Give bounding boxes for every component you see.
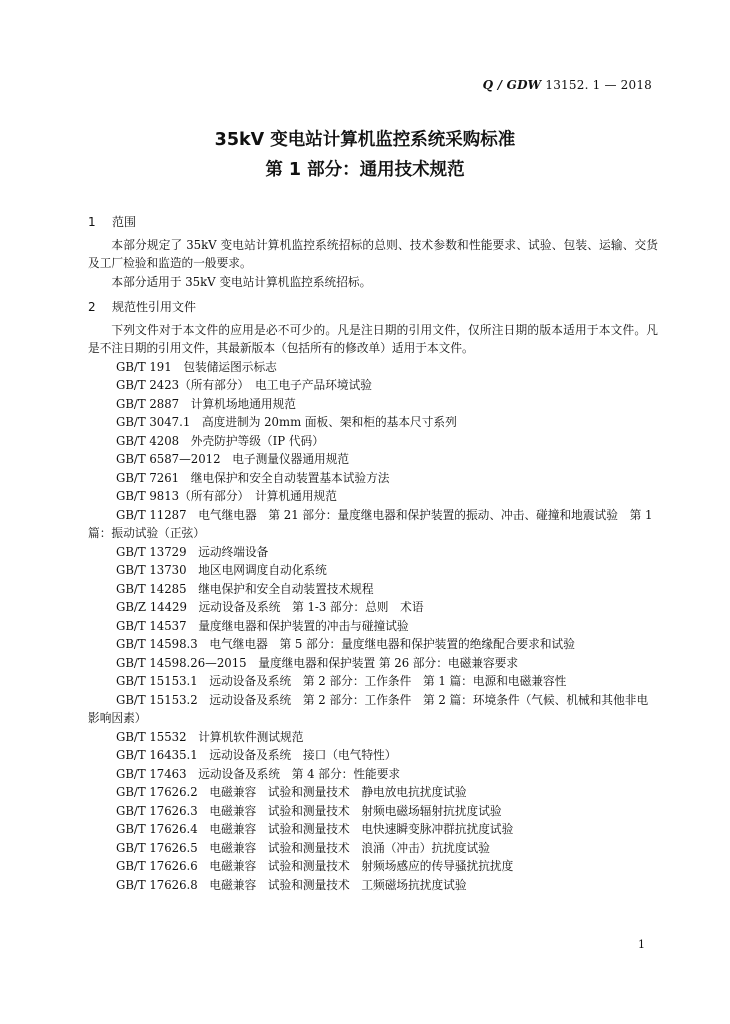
reference-item: GB/T 17626.2 电磁兼容 试验和测量技术 静电放电抗扰度试验 bbox=[116, 785, 467, 799]
standard-code-header bbox=[483, 78, 652, 92]
reference-item: GB/T 17626.8 电磁兼容 试验和测量技术 工频磁场抗扰度试验 bbox=[116, 877, 467, 892]
section-number: 2 bbox=[88, 300, 96, 314]
reference-item: GB/T 13730 地区电网调度自动化系统 bbox=[116, 563, 327, 577]
reference-item: GB/T 14285 继电保护和安全自动装置技术规程 bbox=[116, 581, 374, 596]
reference-item: GB/T 17626.4 电磁兼容 试验和测量技术 电快速瞬变脉冲群抗扰度试验 bbox=[116, 822, 514, 836]
document-title: 35kV 变电站计算机监控系统采购标准 bbox=[214, 130, 516, 150]
reference-item: GB/T 16435.1 远动设备及系统 接口（电气特性） bbox=[116, 748, 397, 762]
reference-item: GB/T 13729 远动终端设备 bbox=[116, 544, 269, 559]
standard-prefix: Q / GDW bbox=[482, 78, 542, 92]
reference-item: GB/T 4208 外壳防护等级（IP 代码） bbox=[116, 433, 324, 448]
reference-item: GB/T 2887 计算机场地通用规范 bbox=[116, 396, 296, 411]
reference-item: GB/T 17626.3 电磁兼容 试验和测量技术 射频电磁场辐射抗扰度试验 bbox=[116, 803, 502, 818]
section-heading-scope bbox=[88, 213, 658, 232]
reference-item: GB/T 14598.3 电气继电器 第 5 部分：量度继电器和保护装置的绝缘配合要求和试验 bbox=[116, 637, 575, 651]
standard-number: 13152. 1 — 2018 bbox=[545, 78, 652, 92]
document-subtitle: 第 1 部分：通用技术规范 bbox=[265, 160, 465, 180]
reference-item: GB/T 14537 量度继电器和保护装置的冲击与碰撞试验 bbox=[116, 618, 409, 633]
section-title: 范围 bbox=[112, 215, 137, 229]
reference-item: GB/T 9813（所有部分） 计算机通用规范 bbox=[116, 489, 337, 503]
reference-item: GB/Z 14429 远动设备及系统 第 1-3 部分：总则 术语 bbox=[116, 600, 424, 614]
reference-item: GB/T 17626.5 电磁兼容 试验和测量技术 浪涌（冲击）抗扰度试验 bbox=[116, 840, 490, 855]
reference-item: GB/T 15532 计算机软件测试规范 bbox=[116, 729, 304, 744]
section-number: 1 bbox=[88, 215, 96, 229]
section-title: 规范性引用文件 bbox=[112, 300, 197, 314]
page-number: 1 bbox=[638, 938, 645, 951]
reference-item: GB/T 14598.26—2015 量度继电器和保护装置 第 26 部分：电磁兼容要求 bbox=[116, 655, 519, 670]
reference-item: GB/T 3047.1 高度进制为 20mm 面板、架和柜的基本尺寸系列 bbox=[116, 415, 457, 429]
document-body bbox=[88, 210, 658, 894]
reference-item: GB/T 17626.6 电磁兼容 试验和测量技术 射频场感应的传导骚扰抗扰度 bbox=[116, 859, 514, 873]
reference-item: GB/T 17463 远动设备及系统 第 4 部分：性能要求 bbox=[116, 766, 401, 781]
reference-item: GB/T 15153.2 远动设备及系统 第 2 部分：工作条件 第 2 篇：环境条件（气候、机械和其他非电影响因素） bbox=[88, 692, 649, 725]
reference-item: GB/T 11287 电气继电器 第 21 部分：量度继电器和保护装置的振动、冲击、碰撞和地震试验 第 1 篇：振动试验（正弦） bbox=[88, 507, 653, 540]
reference-item: GB/T 7261 继电保护和安全自动装置基本试验方法 bbox=[116, 470, 390, 485]
reference-item: GB/T 191 包装储运图示标志 bbox=[116, 359, 277, 374]
paragraph: 本部分规定了 35kV 变电站计算机监控系统招标的总则、技术参数和性能要求、试验、包装、运输、交货及工厂检验和监造的一般要求。 bbox=[88, 237, 658, 270]
reference-item: GB/T 15153.1 远动设备及系统 第 2 部分：工作条件 第 1 篇：电源和电磁兼容性 bbox=[116, 674, 567, 688]
reference-item: GB/T 2423（所有部分） 电工电子产品环境试验 bbox=[116, 378, 372, 392]
section-heading-normative-references bbox=[88, 298, 658, 317]
paragraph: 下列文件对于本文件的应用是必不可少的。凡是注日期的引用文件，仅所注日期的版本适用于本文件。凡是不注日期的引用文件，其最新版本（包括所有的修改单）适用于本文件。 bbox=[88, 322, 658, 355]
reference-item: GB/T 6587—2012 电子测量仪器通用规范 bbox=[116, 452, 350, 466]
paragraph: 本部分适用于 35kV 变电站计算机监控系统招标。 bbox=[111, 274, 372, 289]
